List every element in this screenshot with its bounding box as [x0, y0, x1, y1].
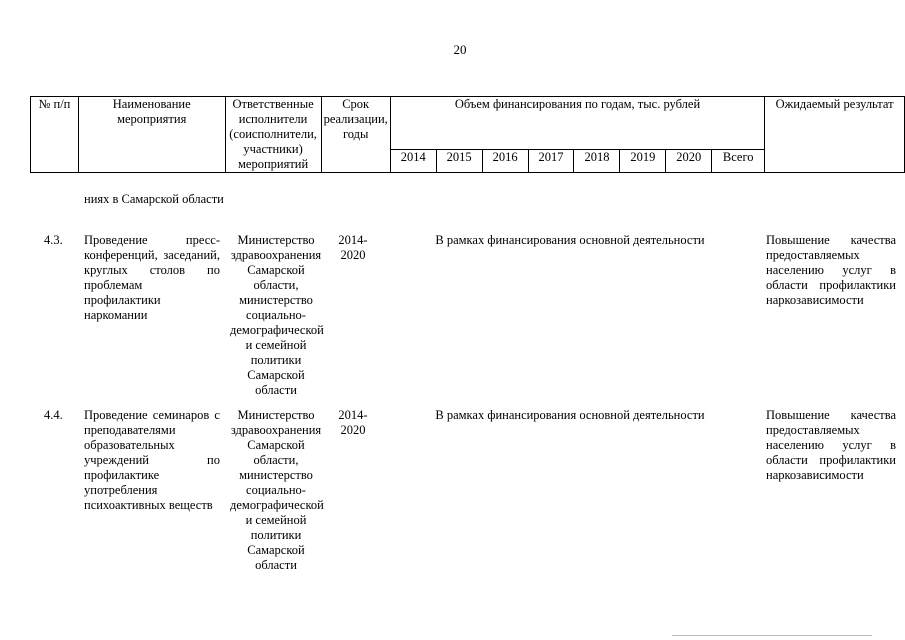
header-term: Срок реализации, годы [321, 97, 390, 173]
row-name: Проведение семинаров с преподавателями образовательных учреждений по профилактике употребления психоактивных веществ [84, 408, 220, 512]
year-2014: 2014 [390, 150, 436, 173]
year-2018: 2018 [574, 150, 620, 173]
page-number: 20 [453, 42, 467, 57]
row-term: 2014-2020 [338, 233, 368, 262]
header-financing: Объем финансирования по годам, тыс. рублей [390, 97, 764, 150]
row-number: 4.3. [44, 233, 63, 247]
row-term: 2014-2020 [338, 408, 368, 437]
row-executors: Министерство здравоохранения Самарской области, министерство социально-демографической и семейной политики Самарской области [230, 408, 324, 572]
table-header [30, 96, 905, 173]
year-2016: 2016 [482, 150, 528, 173]
header-result: Ожидаемый результат [765, 97, 905, 173]
scan-artifact-line [672, 635, 872, 636]
year-total: Всего [712, 150, 765, 173]
year-2020: 2020 [666, 150, 712, 173]
row-executors: Министерство здравоохранения Самарской области, министерство социально-демографической и семейной политики Самарской области [230, 233, 324, 397]
row-result: Повышение качества предоставляемых населению услуг в области профилактики наркозависимости [766, 233, 896, 307]
header-name: Наименование мероприятия [78, 97, 225, 173]
year-2019: 2019 [620, 150, 666, 173]
row-name: Проведение пресс-конференций, заседаний, круглых столов по проблемам профилактики наркомании [84, 233, 220, 322]
header-num: № п/п [31, 97, 79, 173]
year-2017: 2017 [528, 150, 574, 173]
header-executors: Ответственные исполнители (соисполнители, участники) мероприятий [225, 97, 321, 173]
row-result: Повышение качества предоставляемых населению услуг в области профилактики наркозависимости [766, 408, 896, 482]
year-2015: 2015 [436, 150, 482, 173]
continuation-text: ниях в Самарской области [84, 192, 224, 206]
row-number: 4.4. [44, 408, 63, 422]
row-financing: В рамках финансирования основной деятельности [435, 233, 705, 247]
row-financing: В рамках финансирования основной деятельности [435, 408, 705, 422]
